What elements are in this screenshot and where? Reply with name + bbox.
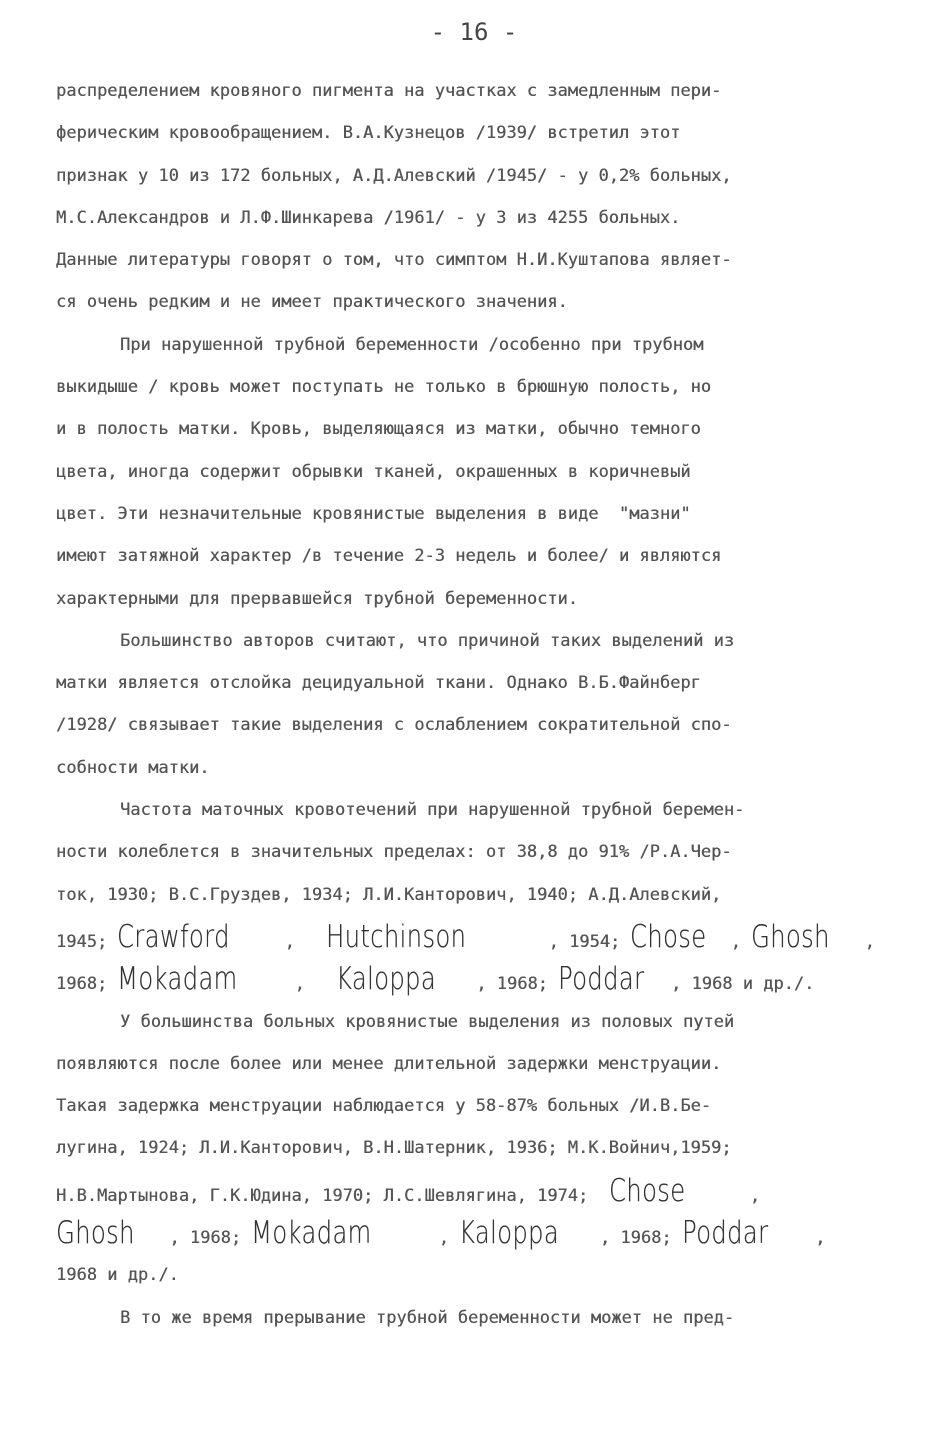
- text-segment: ,: [397, 1228, 460, 1249]
- text-segment: Данные литературы говорят о том, что симптом Н.И.Куштапова являет-: [56, 250, 732, 271]
- text-line: [56, 155, 896, 197]
- text-segment: ,: [253, 931, 326, 952]
- text-segment: ,: [844, 931, 875, 952]
- text-segment: ,: [784, 1228, 826, 1249]
- text-line: [56, 1212, 896, 1254]
- text-segment: , 1968;: [455, 974, 559, 995]
- text-line: [56, 1127, 896, 1169]
- text-segment: В то же время прерывание трубной беременности может не пред-: [120, 1307, 735, 1328]
- text-line: [56, 70, 896, 112]
- text-segment: ,: [263, 974, 336, 995]
- handwritten-name: Kaloppa: [335, 961, 436, 998]
- text-line: [56, 747, 896, 789]
- text-line: [56, 704, 896, 746]
- text-segment: Большинство авторов считают, что причиной таких выделений из: [120, 630, 735, 651]
- handwritten-name: Mokadam: [117, 961, 238, 998]
- text-segment: ся очень редким и не имеет практического значения.: [56, 292, 568, 313]
- text-segment: имеют затяжной характер /в течение 2-3 недель и более/ и являются: [56, 546, 722, 567]
- text-line: [56, 578, 896, 620]
- text-line: [56, 874, 896, 916]
- text-line: [56, 662, 896, 704]
- text-segment: цвет. Эти незначительные кровянистые выделения в виде "мазни": [56, 503, 691, 524]
- text-line: [56, 366, 896, 408]
- text-segment: признак у 10 из 172 больных, А.Д.Алевский /1945/ - у 0,2% больных,: [56, 165, 732, 186]
- text-segment: Н.В.Мартынова, Г.К.Юдина, 1970; Л.С.Шевлягина, 1974;: [56, 1185, 609, 1206]
- text-line: [56, 1085, 896, 1127]
- text-segment: /1928/ связывает такие выделения с ослаблением сократительной спо-: [56, 715, 732, 736]
- handwritten-name: Kaloppa: [459, 1215, 560, 1252]
- text-segment: У большинства больных кровянистые выделения из половых путей: [120, 1011, 735, 1032]
- text-segment: ферическим кровообращением. В.А.Кузнецов /1939/ встретил этот: [56, 123, 681, 144]
- text-line: [56, 831, 896, 873]
- text-line: [56, 239, 896, 281]
- text-line: [56, 1254, 896, 1296]
- text-segment: появляются после более или менее длительной задержки менструации.: [56, 1053, 722, 1074]
- text-segment: собности матки.: [56, 757, 210, 778]
- handwritten-name: Mokadam: [251, 1215, 372, 1252]
- text-line: [56, 281, 896, 323]
- text-segment: , 1968;: [148, 1228, 252, 1249]
- text-line: [56, 620, 896, 662]
- text-segment: , 1968 и др./.: [660, 974, 815, 995]
- handwritten-name: Poddar: [558, 961, 645, 998]
- handwritten-name: Ghosh: [751, 918, 830, 955]
- text-line: [56, 1001, 896, 1043]
- text-segment: ности колеблется в значительных пределах: от 38,8 до 91% /Р.А.Чер-: [56, 842, 732, 863]
- text-line: [56, 958, 896, 1000]
- handwritten-name: Hutchinson: [325, 918, 466, 955]
- handwritten-name: Chose: [608, 1172, 686, 1209]
- text-segment: М.С.Александров и Л.Ф.Шинкарева /1961/ - у 3 из 4255 больных.: [56, 207, 681, 228]
- text-line: [56, 112, 896, 154]
- text-segment: матки является отслойка децидуальной ткани. Однако В.Б.Файнберг: [56, 673, 701, 694]
- text-segment: лугина, 1924; Л.И.Канторович, В.Н.Шатерник, 1936; М.К.Войнич,1959;: [56, 1138, 732, 1159]
- text-segment: , 1968;: [579, 1228, 682, 1249]
- text-line: [56, 493, 896, 535]
- handwritten-name: Poddar: [681, 1215, 769, 1252]
- handwritten-name: Ghosh: [56, 1215, 135, 1252]
- text-line: [56, 324, 896, 366]
- text-line: [56, 451, 896, 493]
- text-line: [56, 1170, 896, 1212]
- text-line: [56, 197, 896, 239]
- text-line: [56, 916, 896, 958]
- text-segment: цвета, иногда содержит обрывки тканей, окрашенных в коричневый: [56, 461, 691, 482]
- text-segment: Частота маточных кровотечений при нарушенной трубной беремен-: [120, 800, 745, 821]
- text-line: [56, 408, 896, 450]
- text-segment: Такая задержка менструации наблюдается у 58-87% больных /И.В.Бе-: [56, 1096, 712, 1117]
- text-segment: и в полость матки. Кровь, выделяющаяся из матки, обычно темного: [56, 419, 701, 440]
- text-segment: При нарушенной трубной беременности /особенно при трубном: [120, 334, 704, 355]
- text-segment: выкидыше / кровь может поступать не только в брюшную полость, но: [56, 377, 712, 398]
- text-segment: характерными для прервавшейся трубной беременности.: [56, 588, 578, 609]
- text-segment: 1968 и др./.: [56, 1265, 179, 1286]
- text-segment: ,: [720, 931, 752, 952]
- text-line: [56, 1297, 896, 1339]
- text-segment: ток, 1930; В.С.Груздев, 1934; Л.И.Канторович, 1940; А.Д.Алевский,: [56, 884, 722, 905]
- handwritten-name: Chose: [630, 918, 707, 955]
- text-line: [56, 535, 896, 577]
- text-segment: 1968;: [56, 974, 118, 995]
- text-segment: ,: [698, 1185, 761, 1206]
- text-line: [56, 789, 896, 831]
- handwritten-name: Crawford: [117, 918, 231, 955]
- text-line: [56, 1043, 896, 1085]
- text-segment: , 1954;: [497, 931, 631, 952]
- text-segment: 1945;: [56, 931, 118, 952]
- text-segment: распределением кровяного пигмента на участках с замедленным пери-: [56, 81, 722, 101]
- page-number: - 16 -: [430, 18, 518, 46]
- document-body: [56, 70, 896, 1339]
